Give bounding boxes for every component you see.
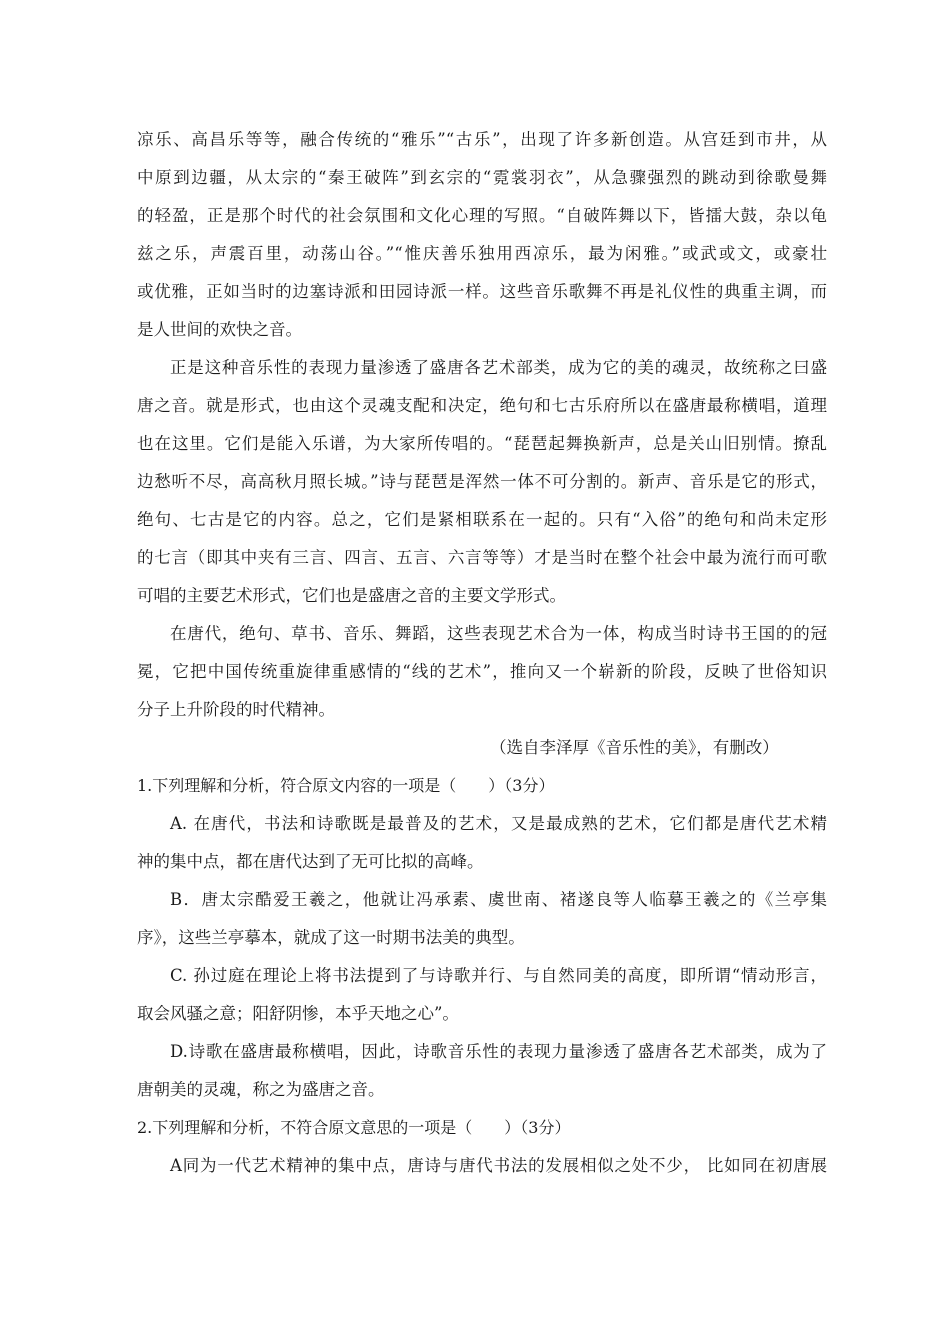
question-1-option-c-line-1: C. 孙过庭在理论上将书法提到了与诗歌并行、与自然同美的高度，即所谓“情动形言， [170,966,827,985]
paragraph-2-line-7: 可唱的主要艺术形式，它们也是盛唐之音的主要文学形式。 [137,586,566,605]
question-1-stem: 1.下列理解和分析，符合原文内容的一项是（ ）（3分） [137,776,555,795]
question-2-stem: 2.下列理解和分析，不符合原文意思的一项是（ ）（3分） [137,1118,571,1137]
paragraph-1-line-3: 的轻盈，正是那个时代的社会氛围和文化心理的写照。“自破阵舞以下，皆擂大鼓，杂以龟 [137,206,827,225]
paragraph-2-line-5: 绝句、七古是它的内容。总之，它们是紧相联系在一起的。只有“入俗”的绝句和尚未定形 [137,510,827,529]
paragraph-1-line-4: 兹之乐，声震百里，动荡山谷。”“惟庆善乐独用西凉乐，最为闲雅。”或武或文，或豪壮 [137,244,827,263]
paragraph-3-line-2: 冕，它把中国传统重旋律重感情的“线的艺术”，推向又一个崭新的阶段，反映了世俗知识 [137,662,827,681]
question-1-option-c-line-2: 取会风骚之意；阳舒阴惨，本乎天地之心”。 [137,1004,459,1023]
question-1-option-d-line-1: D.诗歌在盛唐最称横唱，因此，诗歌音乐性的表现力量渗透了盛唐各艺术部类，成为了 [170,1042,827,1061]
question-1-option-b-line-1: B．唐太宗酷爱王羲之，他就让冯承素、虞世南、褚遂良等人临摹王羲之的《兰亭集 [170,890,827,909]
paragraph-3-line-3: 分子上升阶段的时代精神。 [137,700,335,719]
question-1-option-a-line-2: 神的集中点，都在唐代达到了无可比拟的高峰。 [137,852,484,871]
question-1-option-d-line-2: 唐朝美的灵魂，称之为盛唐之音。 [137,1080,385,1099]
paragraph-2-line-6: 的七言（即其中夹有三言、四言、五言、六言等等）才是当时在整个社会中最为流行而可歌 [137,548,827,567]
paragraph-1-line-1: 凉乐、高昌乐等等，融合传统的“雅乐”“古乐”，出现了许多新创造。从宫廷到市井，从 [137,130,827,149]
paragraph-2-line-4: 边愁听不尽，高高秋月照长城。”诗与琵琶是浑然一体不可分割的。新声、音乐是它的形式， [137,472,827,491]
paragraph-1-line-2: 中原到边疆，从太宗的“秦王破阵”到玄宗的“霓裳羽衣”，从急骤强烈的跳动到徐歌曼舞 [137,168,827,187]
paragraph-1-line-6: 是人世间的欢快之音。 [137,320,302,339]
paragraph-2-line-3: 也在这里。它们是能入乐谱，为大家所传唱的。“琵琶起舞换新声，总是关山旧别情。撩乱 [137,434,827,453]
paragraph-3-line-1: 在唐代，绝句、草书、音乐、舞蹈，这些表现艺术合为一体，构成当时诗书王国的的冠 [170,624,827,643]
paragraph-1-line-5: 或优雅，正如当时的边塞诗派和田园诗派一样。这些音乐歌舞不再是礼仪性的典重主调，而 [137,282,827,301]
question-2-option-a-line-1: A同为一代艺术精神的集中点，唐诗与唐代书法的发展相似之处不少， 比如同在初唐展 [170,1156,827,1175]
paragraph-2-line-2: 唐之音。就是形式，也由这个灵魂支配和决定，绝句和七古乐府所以在盛唐最称横唱，道理 [137,396,827,415]
question-1-option-b-line-2: 序》，这些兰亭摹本，就成了这一时期书法美的典型。 [137,928,525,947]
question-1-option-a-line-1: A. 在唐代，书法和诗歌既是最普及的艺术，又是最成熟的艺术，它们都是唐代艺术精 [170,814,827,833]
source-citation: （选自李泽厚《音乐性的美》，有删改） [490,738,779,757]
paragraph-2-line-1: 正是这种音乐性的表现力量渗透了盛唐各艺术部类，成为它的美的魂灵，故统称之曰盛 [170,358,827,377]
